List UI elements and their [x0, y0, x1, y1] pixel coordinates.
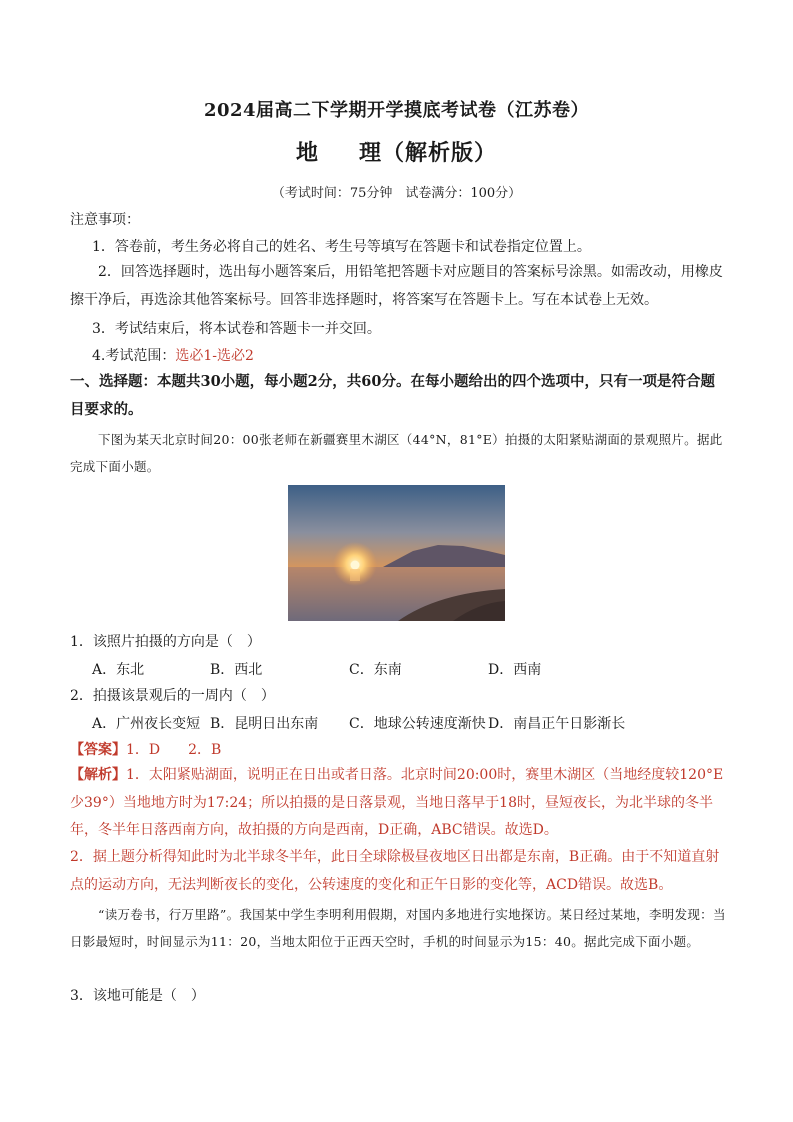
note-item-4	[70, 346, 748, 366]
scope-value: 选必1-选必2	[175, 348, 254, 364]
q1-option-a[interactable]: A．东北	[92, 662, 145, 678]
scope-label: 4.考试范围：	[92, 348, 176, 364]
exam-info: （考试时间：75分钟 试卷满分：100分）	[271, 186, 522, 201]
q2-option-d[interactable]: D．南昌正午日影渐长	[488, 716, 626, 732]
analysis-label: 【解析】	[70, 767, 126, 783]
analysis-paragraph-1	[70, 762, 726, 845]
answer-label: 【答案】	[70, 742, 126, 758]
notes-heading: 注意事项：	[70, 212, 140, 228]
answer-value: 1．D 2．B	[126, 742, 222, 758]
sunset-image	[288, 485, 505, 621]
q2-option-b[interactable]: B．昆明日出东南	[210, 716, 319, 732]
q2-option-a[interactable]: A．广州夜长变短	[92, 716, 201, 732]
sunset-lake-photo	[288, 485, 505, 621]
subject-char-b: 理（解析版）	[359, 140, 498, 166]
note-item-1: 1．答卷前，考生务必将自己的姓名、考生号等填写在答题卡和试卷指定位置上。	[92, 239, 591, 255]
question-1: 1．该照片拍摄的方向是（ ）	[70, 634, 261, 650]
q1-option-b[interactable]: B．西北	[210, 662, 263, 678]
question-2: 2．拍摄该景观后的一周内（ ）	[70, 688, 275, 704]
q1-option-c[interactable]: C．东南	[349, 662, 402, 678]
section-heading: 一、选择题：本题共30小题，每小题2分，共60分。在每小题给出的四个选项中，只有一项是符合题目要求的。	[70, 373, 715, 418]
q1-option-d[interactable]: D．西南	[488, 662, 542, 678]
analysis-paragraph-2: 2．据上题分析得知此时为北半球冬半年，此日全球除极昼夜地区日出都是东南，B正确。由于不知道直射点的运动方向，无法判断夜长的变化，公转速度的变化和正午日影的变化等，ACD错误。故选B。	[70, 849, 720, 893]
analysis-text-1: 1．太阳紧贴湖面，说明正在日出或者日落。北京时间20:00时，赛里木湖区（当地经度较120°E少39°）当地地方时为17:24；所以拍摄的是日落景观，当地日落早于18时，昼短夜长，为北半球的冬半年，冬半年日落西南方向，故拍摄的方向是西南，D正确，ABC错误。故选D。	[70, 767, 724, 838]
subject-char-a: 地	[295, 140, 319, 166]
question-stem-1: 下图为某天北京时间20：00张老师在新疆赛里木湖区（44°N，81°E）拍摄的太阳紧贴湖面的景观照片。据此完成下面小题。	[70, 432, 723, 474]
note-item-3: 3．考试结束后，将本试卷和答题卡一并交回。	[92, 321, 381, 337]
note-item-2: 2．回答选择题时，选出每小题答案后，用铅笔把答题卡对应题目的答案标号涂黑。如需改动，用橡皮擦干净后，再选涂其他答案标号。回答非选择题时，将答案写在答题卡上。写在本试卷上无效。	[70, 264, 723, 308]
question-3: 3．该地可能是（ ）	[70, 988, 205, 1004]
question-stem-2: “读万卷书，行万里路”。我国某中学生李明利用假期，对国内多地进行实地探访。某日经过某地，李明发现：当日影最短时，时间显示为11：20，当地太阳位于正西天空时，手机的时间显示为15：40。据此完成下面小题。	[70, 907, 726, 949]
subject-title	[0, 136, 793, 167]
exam-title: 2024届高二下学期开学摸底考试卷（江苏卷）	[203, 100, 590, 121]
answer-line	[70, 740, 726, 760]
q2-option-c[interactable]: C．地球公转速度渐快	[349, 716, 486, 732]
